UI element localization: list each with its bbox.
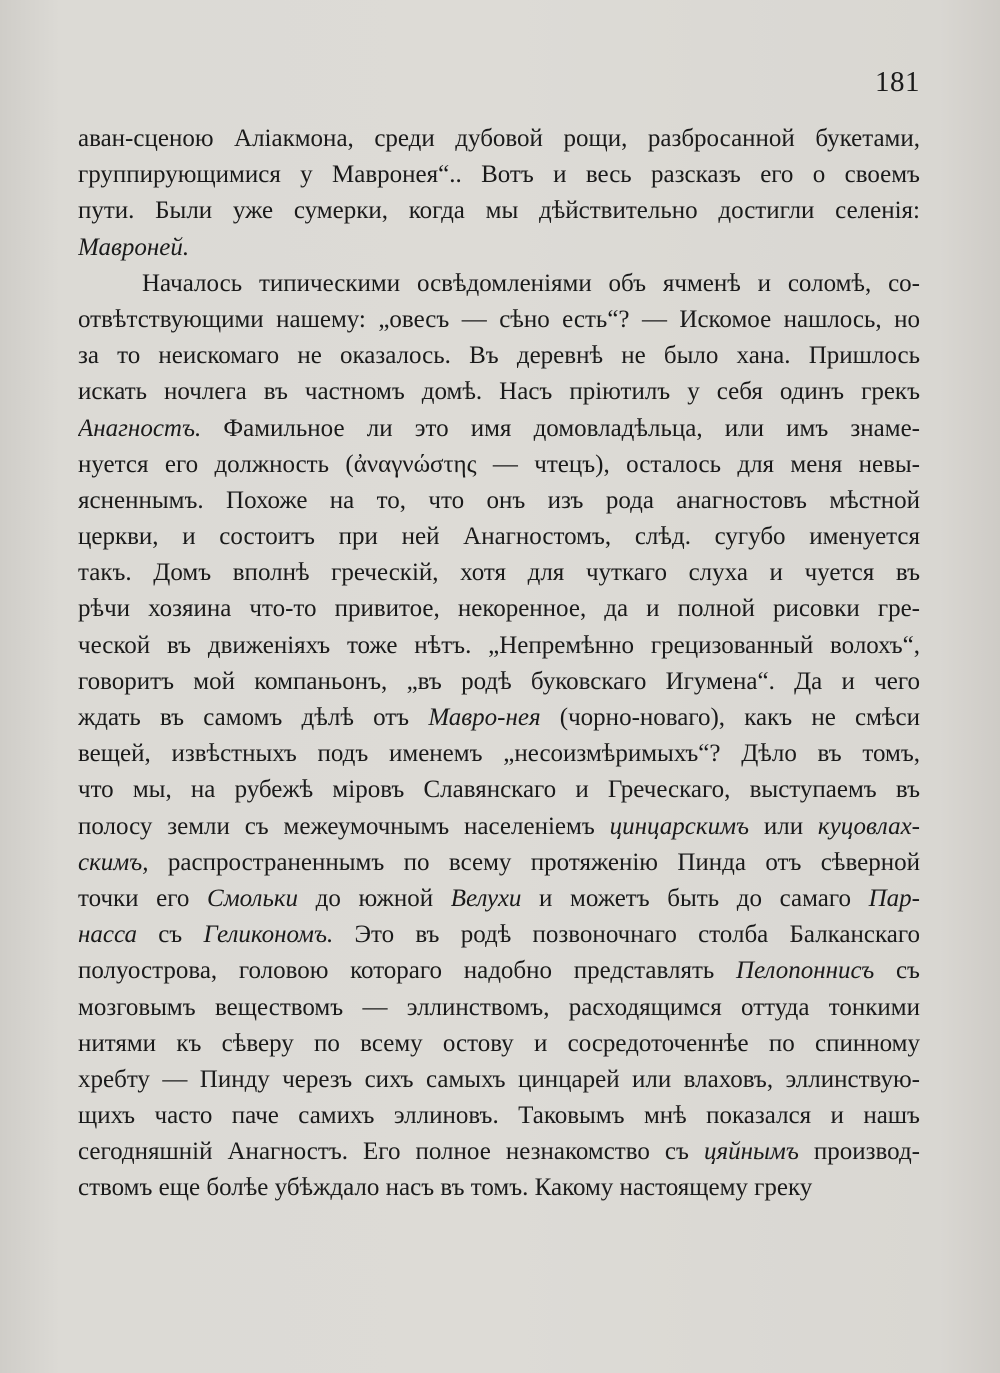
text-segment: щихъ часто паче самихъ эллиновъ. Таковымъ мнѣ показался и нашъ — [78, 1102, 920, 1130]
text-segment: аван-сценою Аліакмона, среди дубовой рощи, разбросанной букетами, — [78, 125, 920, 152]
text-segment: рѣчи хозяина что-то привитое, некоренное, да и полной рисовки гре- — [78, 595, 920, 623]
text-line — [78, 374, 920, 410]
text-segment: нуется его должность (ἀναγνώστης — чтецъ), осталось для меня невы- — [78, 450, 920, 478]
text-segment: Мавро-нея — [428, 704, 541, 731]
text-line — [78, 809, 920, 845]
text-line — [78, 1098, 920, 1134]
text-segment: ждать въ самомъ дѣлѣ отъ — [78, 704, 429, 731]
text-segment: отвѣтствующими нашему: „овесъ — сѣно есть“? — Искомое нашлось, но — [78, 305, 920, 333]
text-segment: Велухи — [450, 884, 522, 912]
text-line — [78, 953, 920, 989]
text-segment: Анагностъ. — [78, 414, 202, 442]
text-segment: Пар- — [868, 884, 920, 912]
text-segment: насса — [78, 921, 137, 949]
text-line — [78, 193, 920, 229]
text-segment: Геликономъ. — [203, 921, 334, 949]
text-line — [78, 411, 920, 447]
text-line — [78, 302, 920, 338]
text-line — [78, 591, 920, 627]
text-line — [78, 628, 920, 664]
text-line — [78, 664, 920, 700]
text-segment: ствомъ еще болѣе убѣждало насъ въ томъ. Какому настоящему греку — [78, 1174, 813, 1202]
text-segment: ясненнымъ. Похоже на то, что онъ изъ рода анагностовъ мѣстной — [78, 486, 920, 514]
text-segment: сегодняшній Анагностъ. Его полное незнакомство съ — [78, 1138, 704, 1166]
text-segment: точки его — [78, 884, 208, 912]
text-segment: и можетъ быть до самаго — [521, 884, 869, 912]
page-number: 181 — [875, 66, 920, 98]
text-segment: такъ. Домъ вполнѣ греческій, хотя для чуткаго слуха и чуется въ — [78, 559, 920, 587]
text-line — [78, 121, 920, 157]
text-segment: за то неискомаго не оказалось. Въ деревнѣ не было хана. Пришлось — [78, 342, 920, 370]
text-segment: распространеннымъ по всему протяженію Пинда отъ сѣверной — [148, 848, 920, 876]
text-line — [78, 917, 920, 953]
text-line — [78, 1170, 920, 1206]
text-segment: до южной — [298, 884, 451, 912]
text-segment: съ — [874, 957, 920, 985]
text-line — [78, 700, 920, 736]
text-segment: куцовлах- — [817, 812, 920, 840]
text-segment: Это въ родѣ позвоночнаго столба Балканскаго — [333, 921, 920, 949]
text-segment: вещей, извѣстныхъ подъ именемъ „несоизмѣримыхъ“? Дѣло въ томъ, — [78, 740, 920, 768]
text-line — [78, 157, 920, 193]
text-line — [78, 519, 920, 555]
text-segment: (чорно-новаго), какъ не смѣси — [540, 704, 920, 731]
text-segment: ческой въ движеніяхъ тоже нѣтъ. „Непремѣнно грецизованный волохъ“, — [78, 631, 920, 659]
text-segment: Смольки — [207, 884, 299, 912]
text-segment: Пелопоннисъ — [735, 957, 875, 985]
text-line — [78, 881, 920, 917]
text-line — [78, 338, 920, 374]
text-line — [78, 483, 920, 519]
text-segment: производ- — [798, 1138, 920, 1166]
text-segment: что мы, на рубежѣ міровъ Славянскаго и Греческаго, выступаемъ въ — [78, 776, 920, 804]
text-segment: цинцарскимъ — [609, 812, 750, 840]
text-segment: группирующимися у Мавронея“.. Вотъ и весь разсказъ его о своемъ — [78, 161, 920, 189]
text-segment: искать ночлега въ частномъ домѣ. Насъ пріютилъ у себя одинъ грекъ — [78, 378, 920, 406]
text-segment: Маврoней. — [78, 233, 190, 261]
text-segment: нитями къ сѣверу по всему остову и сосредоточеннѣе по спинному — [78, 1029, 920, 1057]
text-line — [78, 1026, 920, 1062]
text-line — [78, 990, 920, 1026]
text-segment: пути. Были уже сумерки, когда мы дѣйствительно достигли селенія: — [78, 197, 920, 225]
text-line — [78, 845, 920, 881]
text-segment: Началось типическими освѣдомленіями объ ячменѣ и соломѣ, со- — [142, 269, 920, 297]
text-segment: мозговымъ веществомъ — эллинствомъ, расходящимся оттуда тонкими — [78, 993, 920, 1021]
text-line — [78, 266, 920, 302]
text-line — [78, 772, 920, 808]
text-segment: говоритъ мой компаньонъ, „въ родѣ буковскаго Игумена“. Да и чего — [78, 667, 920, 695]
text-segment: Фамильное ли это имя домовладѣльца, или имъ знаме- — [201, 414, 920, 442]
text-segment: или — [749, 812, 818, 840]
text-segment: церкви, и состоитъ при ней Анагностомъ, слѣд. сугубо именуется — [78, 523, 920, 551]
text-line — [78, 736, 920, 772]
text-segment: скимъ, — [78, 848, 149, 876]
text-line — [78, 230, 920, 266]
text-segment: полуострова, головою котораго надобно представлять — [78, 957, 736, 985]
text-line — [78, 447, 920, 483]
text-segment: цяйнымъ — [703, 1138, 799, 1166]
text-segment: хребту — Пинду черезъ сихъ самыхъ цинцарей или влаховъ, эллинствую- — [78, 1065, 920, 1093]
text-line — [78, 555, 920, 591]
text-body — [78, 121, 920, 1207]
text-segment: полосу земли съ межеумочнымъ населеніемъ — [78, 812, 610, 840]
text-line — [78, 1134, 920, 1170]
text-segment: съ — [136, 921, 204, 949]
text-line — [78, 1062, 920, 1098]
